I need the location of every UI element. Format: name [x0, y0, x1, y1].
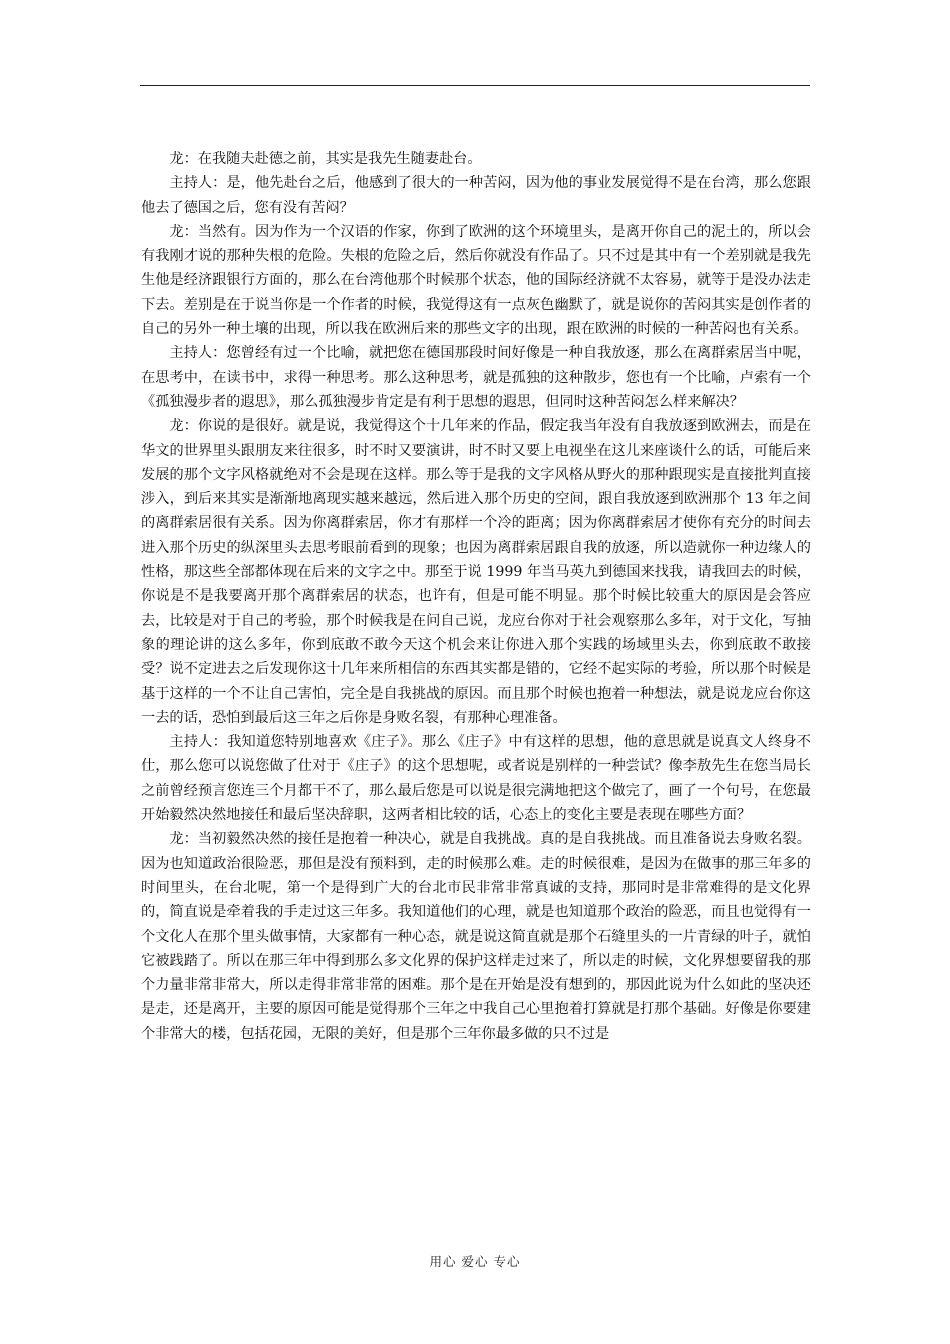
paragraph: 主持人：我知道您特别地喜欢《庄子》。那么《庄子》中有这样的思想，他的意思就是说真文人终身不仕，那么您可以说您做了仕对于《庄子》的这个思想呢，或者说是别样的一种尝试？像李敖先生在您当局长之前曾经预言您连三个月都干不了，那么最后您是可以说是很完满地把这个做完了，画了一个句号，在您最开始毅然决然地接任和最后坚决辞职，这两者相比较的话，心态上的变化主要是表现在哪些方面？ [141, 734, 811, 824]
document-body [141, 147, 811, 1046]
paragraph: 龙：当初毅然决然的接任是抱着一种决心，就是自我挑战。真的是自我挑战。而且准备说去身败名裂。因为也知道政治很险恶，那但是没有预料到，走的时候那么难。走的时候很难，是因为在做事的那三年多的时间里头，在台北呢，第一个是得到广大的台北市民非常非常真诚的支持，那同时是非常难得的是文化界的，简直说是牵着我的手走过这三年多。我知道他们的心理，就是也知道那个政治的险恶，而且也觉得有一个文化人在那个里头做事情，大家都有一种心态，就是说这简直就是那个石缝里头的一片青绿的叶子，就怕它被践踏了。所以在那三年中得到那么多文化界的保护这样走过来了，所以走的时候，文化界想要留我的那个力量非常非常大，所以走得非常非常的困难。那个是在开始是没有想到的，那因此说为什么如此的坚决还是走，还是离开，主要的原因可能是觉得那个三年之中我自己心里抱着打算就是打那个基础。好像是你要建个非常大的楼，包括花园，无限的美好，但是那个三年你最多做的只不过是 [141, 831, 811, 1042]
paragraph: 主持人：您曾经有过一个比喻，就把您在德国那段时间好像是一种自我放逐，那么在离群索居当中呢，在思考中，在读书中，求得一种思考。那么这种思考，就是孤独的这种散步，您也有一个比喻，卢索有一个《孤独漫步者的遐思》，那么孤独漫步肯定是有利于思想的遐思，但同时这种苦闷怎么样来解决？ [141, 345, 811, 410]
paragraph: 龙：当然有。因为作为一个汉语的作家，你到了欧洲的这个环境里头，是离开你自己的泥土的，所以会有我刚才说的那种失根的危险。失根的危险之后，然后你就没有作品了。只不过是其中有一个差别就是我先生他是经济跟银行方面的，那么在台湾他那个时候那个状态，他的国际经济就不太容易，就等于是没办法走下去。差别是在于说当你是一个作者的时候，我觉得这有一点灰色幽默了，就是说你的苦闷其实是创作者的自己的另外一种土壤的出现，所以我在欧洲后来的那些文字的出现，跟在欧洲的时候的一种苦闷也有关系。 [141, 223, 811, 338]
page-footer: 用心 爱心 专心 [429, 1254, 521, 1269]
paragraph: 龙：在我随夫赴德之前，其实是我先生随妻赴台。 [169, 151, 482, 167]
header-rule [140, 85, 810, 86]
paragraph: 主持人：是，他先赴台之后，他感到了很大的一种苦闷，因为他的事业发展觉得不是在台湾，那么您跟他去了德国之后，您有没有苦闷？ [141, 175, 811, 216]
paragraph: 龙：你说的是很好。就是说，我觉得这个十几年来的作品，假定我当年没有自我放逐到欧洲去，而是在华文的世界里头跟朋友来往很多，时不时又要演讲，时不时又要上电视坐在这儿来座谈什么的话，可能后来发展的那个文字风格就绝对不会是现在这样。那么等于是我的文字风格从野火的那种跟现实是直接批判直接涉入，到后来其实是渐渐地离现实越来越远，然后进入那个历史的空间，跟自我放逐到欧洲那个 13 年之间的离群索居很有关系。因为你离群索居，你才有那样一个冷的距离；因为你离群索居才使你有充分的时间去进入那个历史的纵深里头去思考眼前看到的现象；也因为离群索居跟自我的放逐，所以造就你一种边缘人的性格，那这些全部都体现在后来的文字之中。那至于说 1999 年当马英九到德国来找我，请我回去的时候，你说是不是我要离开那个离群索居的状态，也许有，但是可能不明显。那个时候比较重大的原因是会答应去，比较是对于自己的考验，那个时候我是在问自己说，龙应台你对于社会观察那么多年，对于文化，写抽象的理论讲的这么多年，你到底敢不敢今天这个机会来让你进入那个实践的场域里头去，你到底敢不敢接受？说不定进去之后发现你这十几年来所相信的东西其实都是错的，它经不起实际的考验，所以那个时候是基于这样的一个不让自己害怕，完全是自我挑战的原因。而且那个时候也抱着一种想法，就是说龙应台你这一去的话，恐怕到最后这三年之后你是身败名裂，有那种心理准备。 [141, 418, 811, 726]
